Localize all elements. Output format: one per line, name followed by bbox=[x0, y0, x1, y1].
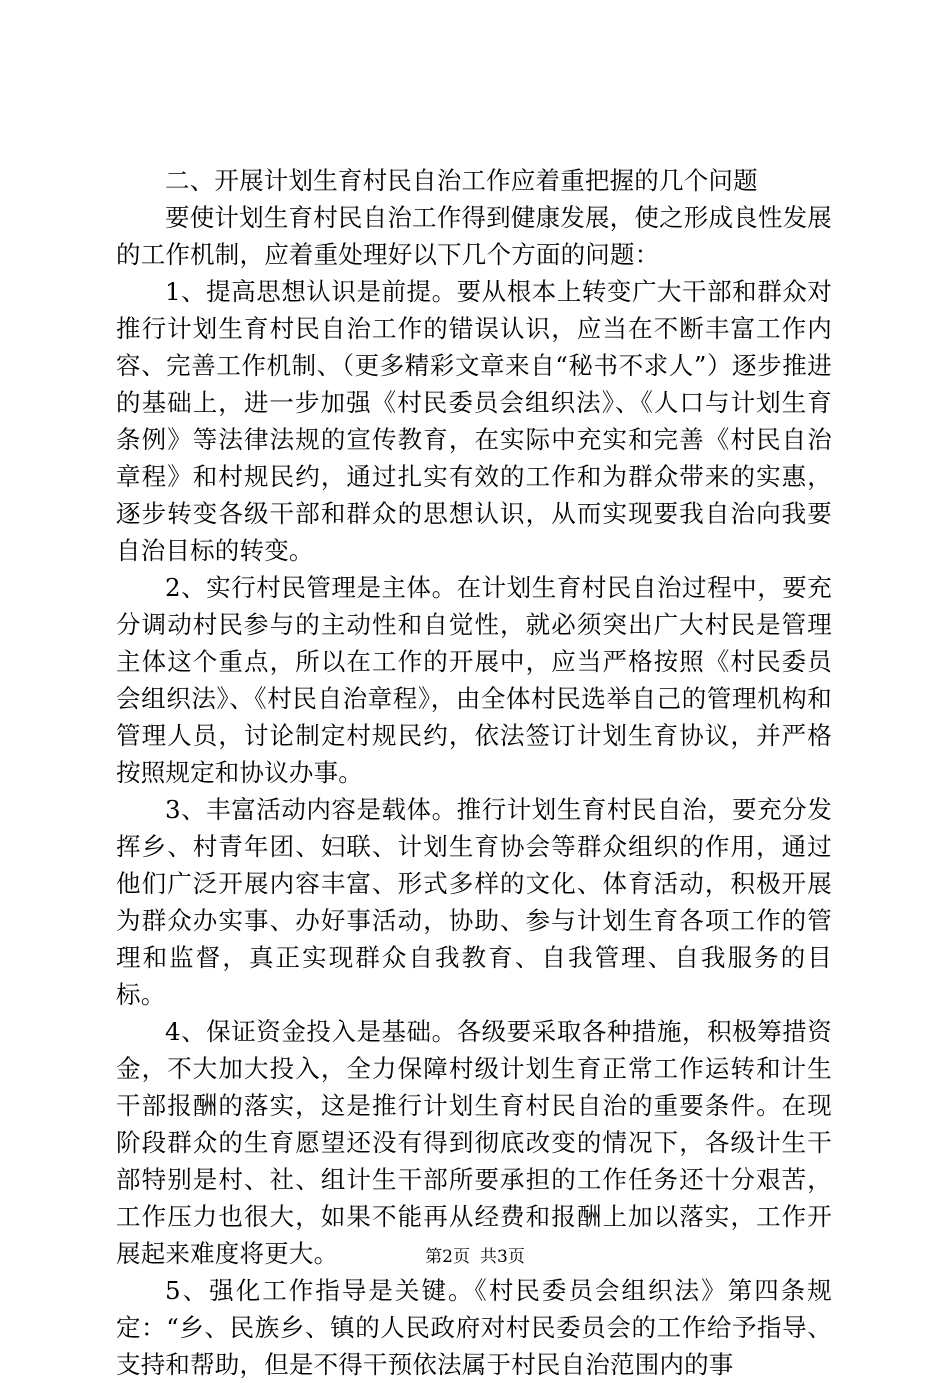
paragraph-item-3: 3、丰富活动内容是载体。推行计划生育村民自治，要充分发挥乡、村青年团、妇联、计划生育协会等群众组织的作用，通过他们广泛开展内容丰富、形式多样的文化、体育活动，积极开展为群众办实事、办好事活动，协助、参与计划生育各项工作的管理和监督，真正实现群众自我教育、自我管理、自我服务的目标。 bbox=[116, 795, 832, 1009]
document-body bbox=[116, 162, 832, 1383]
paragraph-item-2: 2、实行村民管理是主体。在计划生育村民自治过程中，要充分调动村民参与的主动性和自觉性，就必须突出广大村民是管理主体这个重点，所以在工作的开展中，应当严格按照《村民委员会组织法》、《村民自治章程》，由全体村民选举自己的管理机构和管理人员，讨论制定村规民约，依法签订计划生育协议，并严格按照规定和协议办事。 bbox=[116, 573, 832, 787]
paragraph-item-1: 1、提高思想认识是前提。要从根本上转变广大干部和群众对推行计划生育村民自治工作的错误认识，应当在不断丰富工作内容、完善工作机制、（更多精彩文章来自“秘书不求人”）逐步推进的基础上，进一步加强《村民委员会组织法》、《人口与计划生育条例》等法律法规的宣传教育，在实际中充实和完善《村民自治章程》和村规民约，通过扎实有效的工作和为群众带来的实惠，逐步转变各级干部和群众的思想认识，从而实现要我自治向我要自治目标的转变。 bbox=[116, 277, 832, 565]
page-total: 共3页 bbox=[480, 1247, 525, 1267]
paragraph-item-5: 5、强化工作指导是关键。《村民委员会组织法》第四条规定：“乡、民族乡、镇的人民政府对村民委员会的工作给予指导、支持和帮助，但是不得干预依法属于村民自治范围内的事 bbox=[116, 1276, 832, 1379]
page-number: 第2页 bbox=[425, 1247, 470, 1267]
page-footer bbox=[0, 1246, 950, 1268]
section-heading: 二、开展计划生育村民自治工作应着重把握的几个问题 bbox=[165, 166, 758, 195]
paragraph-item-4: 4、保证资金投入是基础。各级要采取各种措施，积极筹措资金，不大加大投入，全力保障村级计划生育正常工作运转和计生干部报酬的落实，这是推行计划生育村民自治的重要条件。在现阶段群众的生育愿望还没有得到彻底改变的情况下，各级计生干部特别是村、社、组计生干部所要承担的工作任务还十分艰苦，工作压力也很大，如果不能再从经费和报酬上加以落实，工作开展起来难度将更大。 bbox=[116, 1017, 832, 1268]
paragraph-intro: 要使计划生育村民自治工作得到健康发展，使之形成良性发展的工作机制，应着重处理好以下几个方面的问题： bbox=[116, 203, 832, 269]
